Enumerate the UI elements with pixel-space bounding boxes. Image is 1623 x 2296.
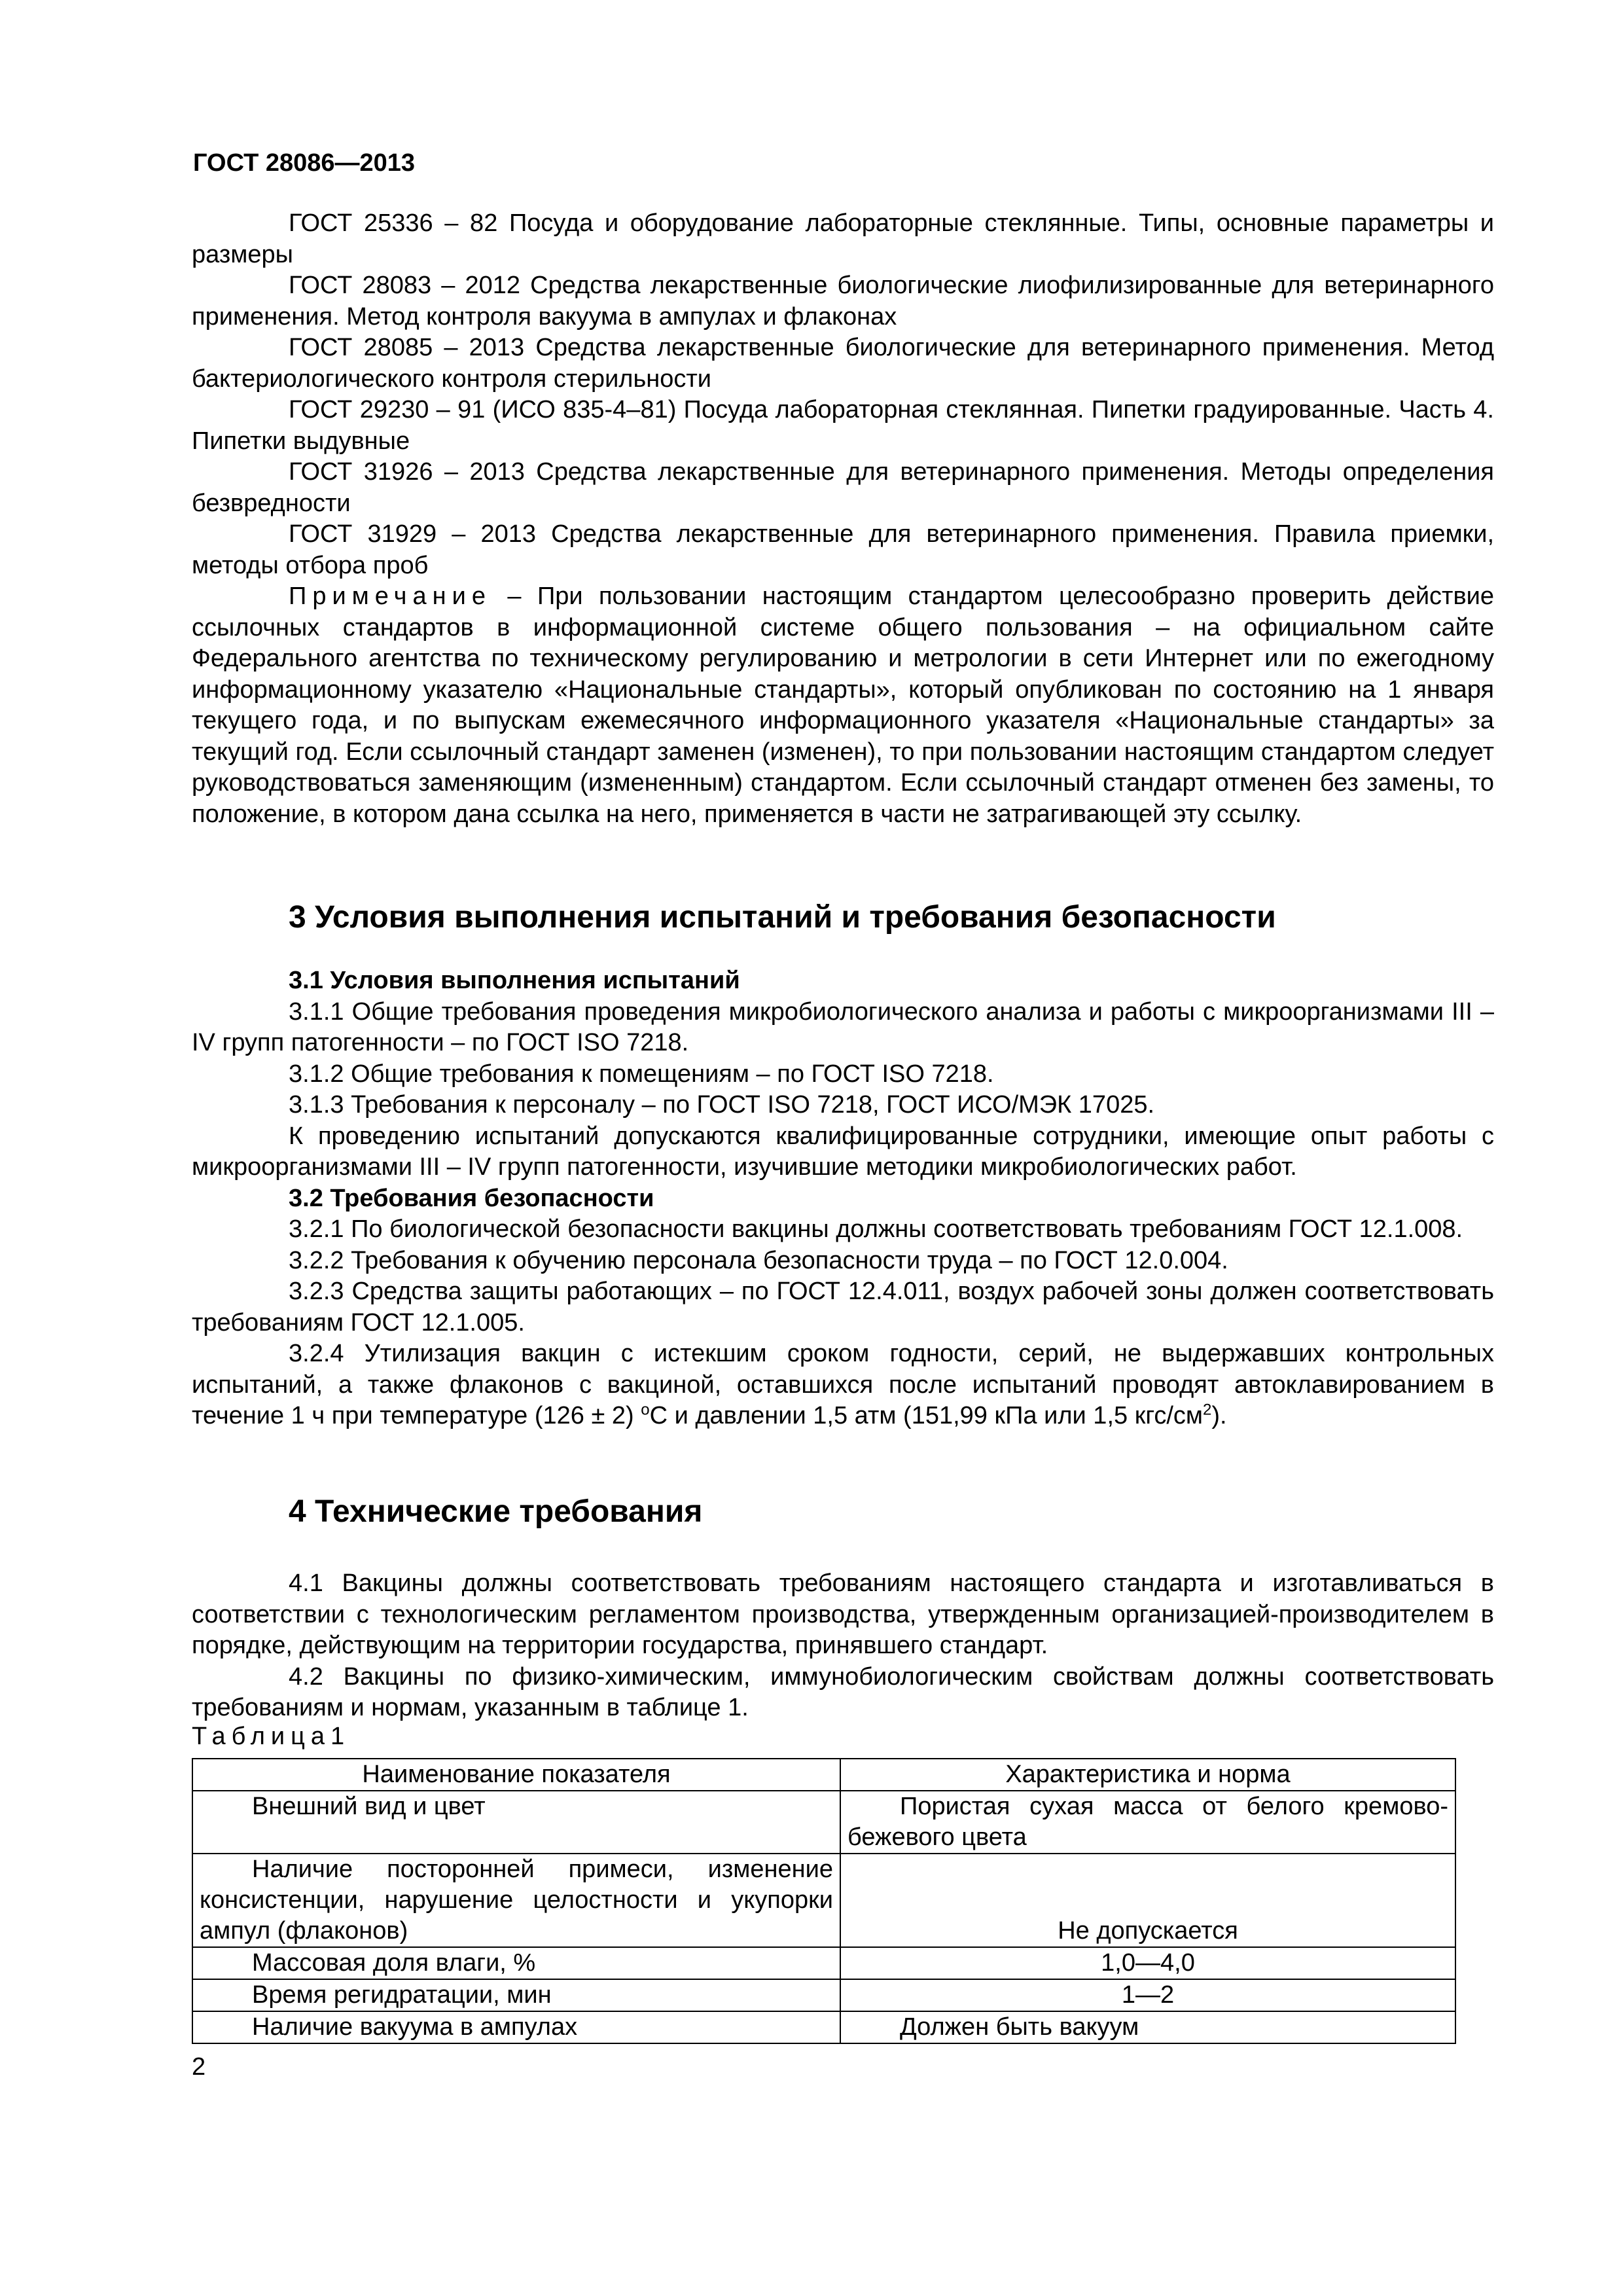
document-header-code: ГОСТ 28086—2013 <box>193 149 416 177</box>
reference-item: ГОСТ 28085 – 2013 Средства лекарственные биологические для ветеринарного применения. Метод бактериологического контроля стерильности <box>192 334 1494 393</box>
section-4-body <box>192 1568 1494 1724</box>
subsection-3-1-title: 3.1 Условия выполнения испытаний <box>289 967 740 994</box>
paragraph-3-2-3: 3.2.3 Средства защиты работающих – по ГОСТ 12.4.011, воздух рабочей зоны должен соответствовать требованиям ГОСТ 12.1.005. <box>192 1278 1494 1336</box>
table-cell: Время регидратации, мин <box>192 1979 840 2011</box>
paragraph-3-1-1: 3.1.1 Общие требования проведения микробиологического анализа и работы с микроорганизмами III – IV групп патогенности – по ГОСТ ISO 7218. <box>192 997 1494 1056</box>
paragraph-3-2-1: 3.2.1 По биологической безопасности вакцины должны соответствовать требованиям ГОСТ 12.1.008. <box>289 1215 1463 1243</box>
note-label: Примечание <box>289 583 491 610</box>
paragraph-3-2-4: 3.2.4 Утилизация вакцин с истекшим сроком годности, серий, не выдержавших контрольных испытаний, а также флаконов с вакциной, оставшихся после испытаний проводят автоклавированием в течение 1 ч при температуре (126 ± 2) $^o$С и давлении 1,5 атм (151,99 кПа или 1,5 кгс/$см^2$). <box>192 1340 1494 1429</box>
note-paragraph <box>192 581 1494 830</box>
table-header-row <box>192 1759 1455 1791</box>
table-row <box>192 1854 1455 1947</box>
table-row <box>192 1947 1455 1979</box>
degree-superscript: o <box>641 1401 650 1419</box>
table-header-cell: Характеристика и норма <box>840 1759 1455 1791</box>
reference-item: ГОСТ 25336 – 82 Посуда и оборудование лабораторные стеклянные. Типы, основные параметры и размеры <box>192 209 1494 268</box>
reference-item: ГОСТ 29230 – 91 (ИСО 835-4–81) Посуда лабораторная стеклянная. Пипетки градуированные. Часть 4. Пипетки выдувные <box>192 396 1494 455</box>
paragraph-4-2: 4.2 Вакцины по физико-химическим, иммунобиологическим свойствам должны соответствовать требованиям и нормам, указанным в таблице 1. <box>192 1662 1494 1721</box>
table-cell: Массовая доля влаги, % <box>192 1947 840 1979</box>
normative-references-block <box>192 208 1494 830</box>
table-cell: Наличие вакуума в ампулах <box>192 2011 840 2043</box>
table-cell: Должен быть вакуум <box>840 2011 1455 2043</box>
paragraph-3-1-2: 3.1.2 Общие требования к помещениям – по ГОСТ ISO 7218. <box>289 1060 994 1088</box>
section-4-title: 4 Технические требования <box>289 1494 703 1529</box>
table-cell: Внешний вид и цвет <box>192 1791 840 1854</box>
table-row <box>192 1979 1455 2011</box>
page-number: 2 <box>192 2053 206 2081</box>
table-cell: Не допускается <box>840 1854 1455 1947</box>
square-superscript: 2 <box>1203 1401 1212 1419</box>
table-caption: Таблица1 <box>192 1723 351 1750</box>
table-cell: Наличие посторонней примеси, изменение консистенции, нарушение целостности и укупорки ампул (флаконов) <box>192 1854 840 1947</box>
paragraph-3-2-2: 3.2.2 Требования к обучению персонала безопасности труда – по ГОСТ 12.0.004. <box>289 1246 1228 1274</box>
paragraph-4-1: 4.1 Вакцины должны соответствовать требованиям настоящего стандарта и изготавливаться в соответствии с технологическим регламентом производства, утвержденным организацией-производителем в порядке, действующим на территории государства, принявшего стандарт. <box>192 1570 1494 1659</box>
table-row <box>192 1791 1455 1854</box>
table-cell: 1—2 <box>840 1979 1455 2011</box>
note-text: – При пользовании настоящим стандартом целесообразно проверить действие ссылочных стандартов в информационной системе общего пользования – на официальном сайте Федерального агентства по техническому регулированию и метрологии в сети Интернет или по ежегодному информационному указателю «Национальные стандарты», который опубликован по состоянию на 1 января текущего года, и по выпускам ежемесячного информационного указателя «Национальные стандарты» за текущий год. Если ссылочный стандарт заменен (изменен), то при пользовании настоящим стандартом следует руководствоваться заменяющим (измененным) стандартом. Если ссылочный стандарт отменен без замены, то положение, в котором дана ссылка на него, применяется в части не затрагивающей эту ссылку. <box>192 583 1495 828</box>
reference-item: ГОСТ 28083 – 2012 Средства лекарственные биологические лиофилизированные для ветеринарного применения. Метод контроля вакуума в ампулах и флаконах <box>192 272 1494 331</box>
table-row <box>192 2011 1455 2043</box>
table-cell: Пористая сухая масса от белого кремово-бежевого цвета <box>840 1791 1455 1854</box>
section-3-title: 3 Условия выполнения испытаний и требования безопасности <box>289 900 1276 935</box>
reference-item: ГОСТ 31926 – 2013 Средства лекарственные для ветеринарного применения. Методы определения безвредности <box>192 458 1494 517</box>
table-cell: 1,0—4,0 <box>840 1947 1455 1979</box>
reference-item: ГОСТ 31929 – 2013 Средства лекарственные для ветеринарного применения. Правила приемки, методы отбора проб <box>192 520 1494 579</box>
table-header-cell: Наименование показателя <box>192 1759 840 1791</box>
section-3-body <box>192 965 1494 1432</box>
paragraph-staff-admission: К проведению испытаний допускаются квалифицированные сотрудники, имеющие опыт работы с микроорганизмами III – IV групп патогенности, изучившие методики микробиологических работ. <box>192 1122 1494 1181</box>
subsection-3-2-title: 3.2 Требования безопасности <box>289 1184 654 1212</box>
requirements-table <box>192 1758 1456 2044</box>
paragraph-3-1-3: 3.1.3 Требования к персоналу – по ГОСТ ISO 7218, ГОСТ ИСО/МЭК 17025. <box>289 1091 1155 1119</box>
